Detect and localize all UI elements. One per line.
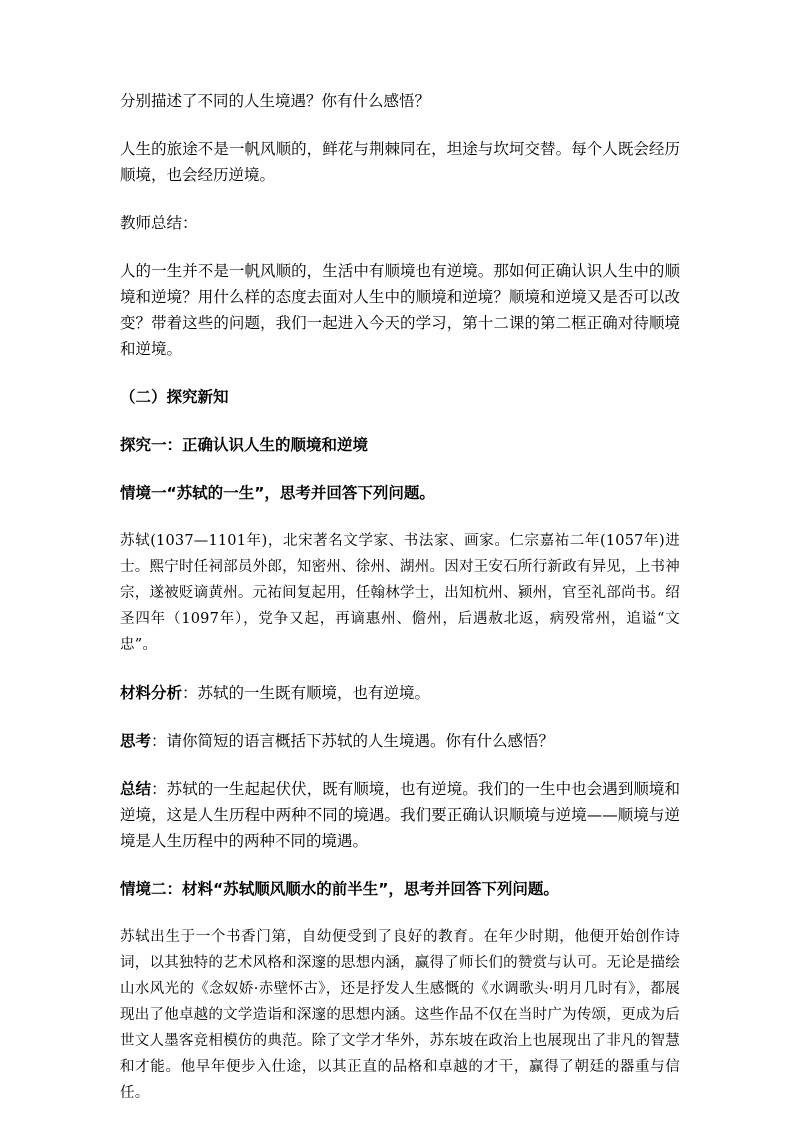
scene-one-heading: 情境一“苏轼的一生”，思考并回答下列问题。 — [120, 484, 435, 502]
material-two-text: 苏轼出生于一个书香门第，自幼便受到了良好的教育。在年少时期，他便开始创作诗词，以其独特的艺术风格和深邃的思想内涵，赢得了师长们的赞赏与认可。无论是描绘山水风光的《念奴娇·赤壁怀古》，还是抒发人生感慨的《水调歌头·明月几时有》，都展现出了他卓越的文学造诣和深邃的思想内涵。这些作品不仅在当时广为传颂，更成为后世文人墨客竞相模仿的典范。除了文学才华外，苏东坡在政治上也展现出了非凡的智慧和才能。他早年便步入仕途，以其正直的品格和卓越的才干，赢得了朝廷的器重与信任。 — [120, 929, 680, 1101]
explore-one-heading: 探究一：正确认识人生的顺境和逆境 — [120, 436, 369, 454]
paragraph-intro-question: 分别描述了不同的人生境遇？你有什么感悟？ — [120, 92, 431, 110]
section-heading-explore: （二）探究新知 — [120, 388, 229, 406]
document-page — [120, 88, 680, 1106]
teacher-summary-label: 教师总结： — [120, 214, 198, 232]
think-question — [120, 728, 680, 754]
summary-paragraph — [120, 776, 680, 854]
analysis-text: ：苏轼的一生既有顺境，也有逆境。 — [182, 684, 431, 702]
think-label: 思考 — [120, 732, 152, 750]
paragraph-life-journey: 人生的旅途不是一帆风顺的，鲜花与荆棘同在，坦途与坎坷交替。每个人既会经历顺境，也会经历逆境。 — [120, 140, 680, 184]
analysis-label: 材料分析 — [120, 684, 183, 702]
summary-text: ：苏轼的一生起起伏伏，既有顺境，也有逆境。我们的一生中也会遇到顺境和逆境，这是人生历程中两种不同的境遇。我们要正确认识顺境与逆境——顺境与逆境是人生历程中的两种不同的境遇。 — [120, 780, 680, 850]
scene-two-heading: 情境二：材料“苏轼顺风顺水的前半生”，思考并回答下列问题。 — [120, 880, 559, 898]
material-analysis — [120, 680, 680, 706]
think-text: ：请你简短的语言概括下苏轼的人生境遇。你有什么感悟？ — [151, 732, 555, 750]
summary-label: 总结 — [120, 780, 152, 798]
paragraph-teacher-summary: 人的一生并不是一帆风顺的，生活中有顺境也有逆境。那如何正确认识人生中的顺境和逆境？用什么样的态度去面对人生中的顺境和逆境？顺境和逆境又是否可以改变？带着这些的问题，我们一起进入今天的学习，第十二课的第二框正确对待顺境和逆境。 — [120, 262, 680, 358]
material-one-text: 苏轼(1037—1101年)，北宋著名文学家、书法家、画家。仁宗嘉祐二年(1057年)进士。熙宁时任祠部员外郎，知密州、徐州、湖州。因对王安石所行新政有异见，上书神宗，遂被贬谪黄州。元祐间复起用，任翰林学士，出知杭州、颍州，官至礼部尚书。绍圣四年（1097年），党争又起，再谪惠州、儋州，后遇赦北返，病殁常州，追谥“文忠”。 — [120, 533, 680, 653]
